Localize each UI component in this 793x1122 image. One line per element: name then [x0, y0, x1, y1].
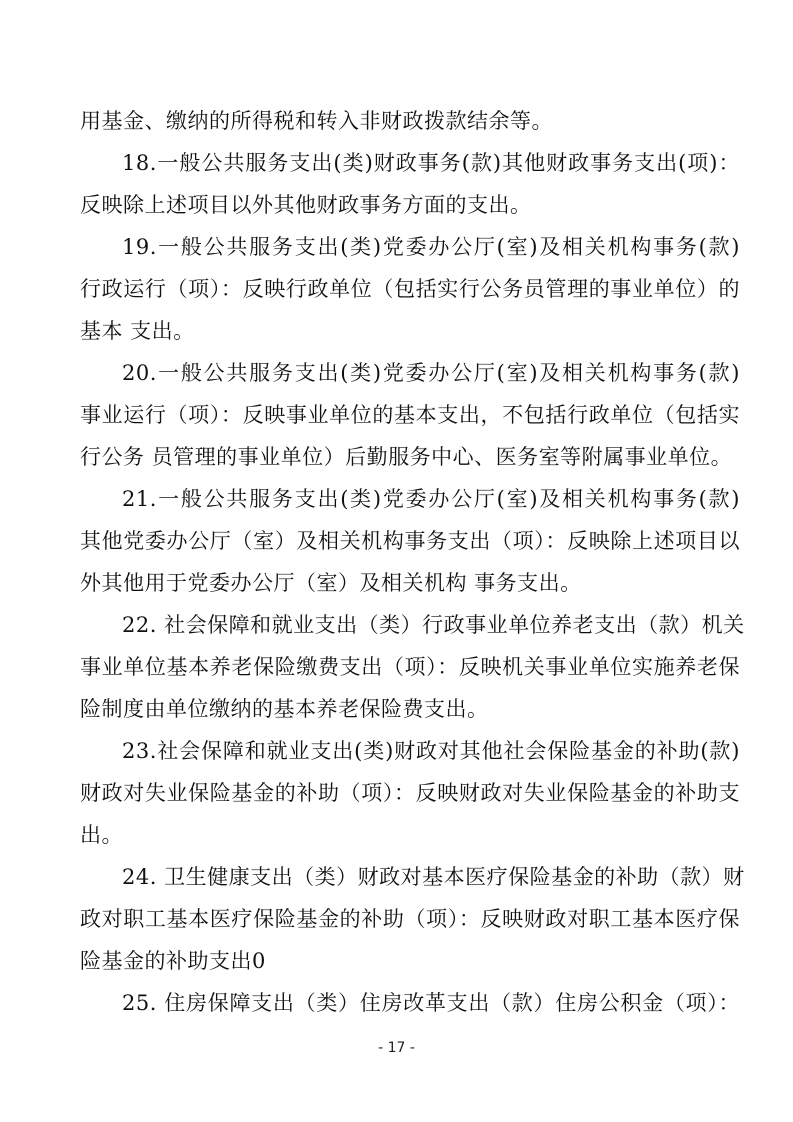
body-text-line: 反映除上述项目以外其他财政事务方面的支出。 — [80, 193, 532, 217]
body-text-line: 21.一般公共服务支出(类)党委办公厅(室)及相关机构事务(款) — [122, 487, 740, 511]
body-text-line: 基本 支出。 — [80, 319, 195, 343]
page-number: - 17 - — [378, 1040, 415, 1056]
body-text-line: 用基金、缴纳的所得税和转入非财政拨款结余等。 — [80, 109, 553, 133]
body-text-line: 险制度由单位缴纳的基本养老保险费支出。 — [80, 697, 489, 721]
body-text-line: 财政对失业保险基金的补助（项）：反映财政对失业保险基金的补助支 — [80, 781, 740, 805]
body-text-line: 行公务 员管理的事业单位）后勤服务中心、医务室等附属事业单位。 — [80, 445, 733, 469]
body-text-line: 其他党委办公厅（室）及相关机构事务支出（项）：反映除上述项目以 — [80, 529, 740, 553]
body-text-line: 政对职工基本医疗保险基金的补助（项）：反映财政对职工基本医疗保 — [80, 907, 740, 931]
body-text-line: 23.社会保障和就业支出(类)财政对其他社会保险基金的补助(款) — [122, 739, 740, 763]
body-text-line: 行政运行（项）：反映行政单位（包括实行公务员管理的事业单位）的 — [80, 277, 740, 301]
body-text-line: 险基金的补助支出0 — [80, 949, 266, 973]
body-text-line: 20.一般公共服务支出(类)党委办公厅(室)及相关机构事务(款) — [122, 361, 740, 385]
body-text-line: 事业单位基本养老保险缴费支出（项）：反映机关事业单位实施养老保 — [80, 655, 740, 679]
body-text-line: 出。 — [80, 823, 123, 847]
body-text-line: 19.一般公共服务支出(类)党委办公厅(室)及相关机构事务(款) — [122, 235, 740, 259]
body-text-line: 事业运行（项）：反映事业单位的基本支出，不包括行政单位（包括实 — [80, 403, 740, 427]
body-text-line: 22. 社会保障和就业支出（类）行政事业单位养老支出（款）机关 — [122, 613, 745, 637]
body-text-line: 24. 卫生健康支出（类）财政对基本医疗保险基金的补助（款）财 — [122, 865, 745, 889]
body-text-line: 25. 住房保障支出（类）住房改革支出（款）住房公积金（项）： — [122, 991, 740, 1015]
body-text-line: 18.一般公共服务支出(类)财政事务(款)其他财政事务支出(项)： — [122, 151, 740, 175]
body-text-line: 外其他用于党委办公厅（室）及相关机构 事务支出。 — [80, 571, 582, 595]
